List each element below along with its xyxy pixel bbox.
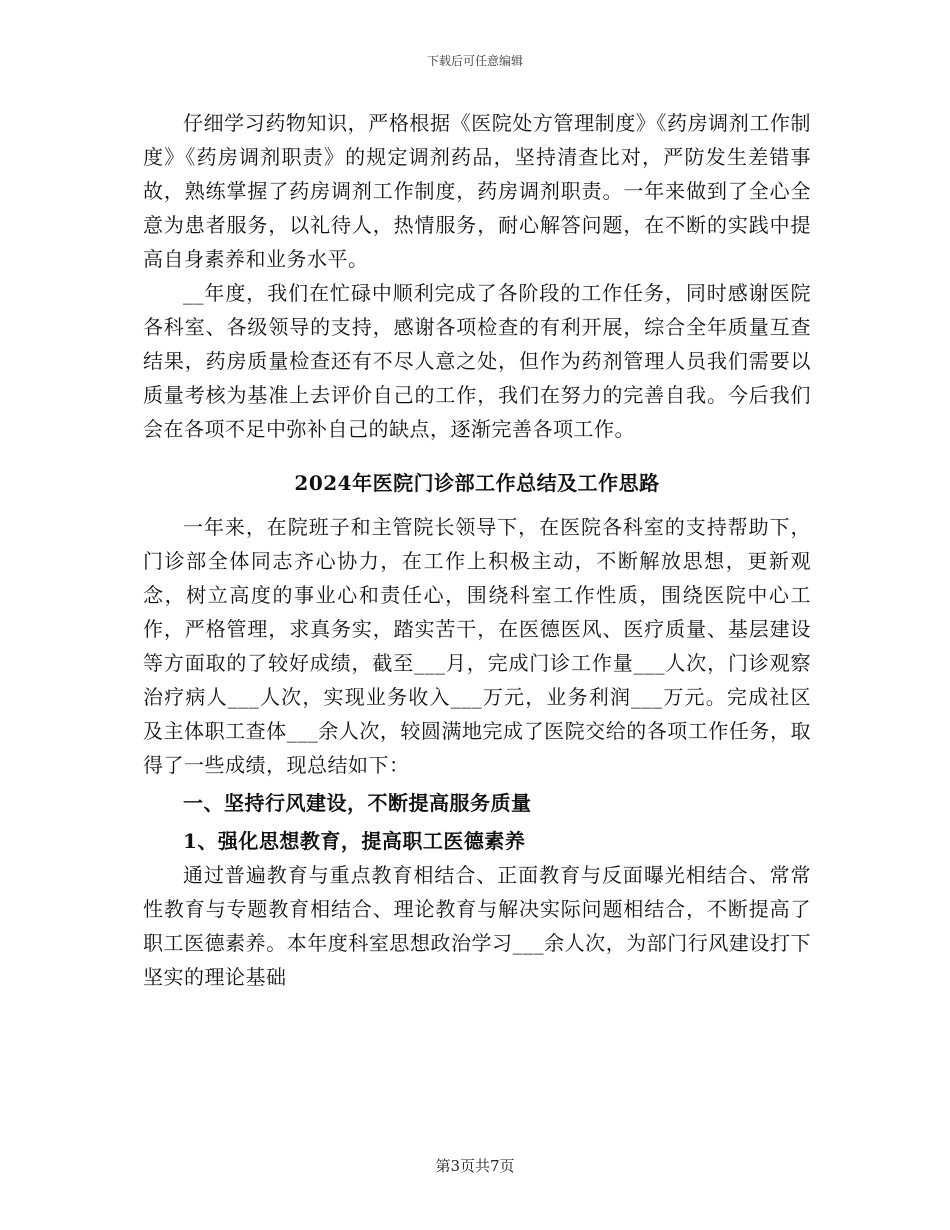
section-heading-2: 1、强化思想教育，提高职工医德素养 [183,829,526,853]
paragraph-3: 一年来，在院班子和主管院长领导下，在医院各科室的支持帮助下，门诊部全体同志齐心协力，在工作上积极主动，不断解放思想，更新观念，树立高度的事业心和责任心，围绕科室工作性质，围绕医院中心工作，严格管理，求真务实，踏实苦干，在医德医风、医疗质量、基层建设等方面取的了较好成绩，截至___月，完成门诊工作量___人次，门诊观察治疗病人___人次，实现业务收入___万元，业务利润___万元。完成社区及主体职工查体___余人次，较圆满地完成了医院交给的各项工作任务，取得了一些成绩，现总结如下： [143,515,811,777]
document-title: 2024年医院门诊部工作总结及工作思路 [294,471,660,495]
document-body [143,106,811,994]
section-heading-1: 一、坚持行风建设，不断提高服务质量 [183,791,532,815]
paragraph-4: 通过普遍教育与重点教育相结合、正面教育与反面曝光相结合、常常性教育与专题教育相结合、理论教育与解决实际问题相结合，不断提高了职工医德素养。本年度科室思想政治学习___余人次，为部门行风建设打下坚实的理论基础 [143,863,811,989]
page-indicator: 第3页共7页 [435,1157,515,1175]
paragraph-1: 仔细学习药物知识，严格根据《医院处方管理制度》《药房调剂工作制度》《药房调剂职责》的规定调剂药品，坚持清查比对，严防发生差错事故，熟练掌握了药房调剂工作制度，药房调剂职责。一年来做到了全心全意为患者服务，以礼待人，热情服务，耐心解答问题，在不断的实践中提高自身素养和业务水平。 [143,111,811,271]
paragraph-2: __年度，我们在忙碌中顺利完成了各阶段的工作任务，同时感谢医院各科室、各级领导的支持，感谢各项检查的有利开展，综合全年质量互查结果，药房质量检查还有不尽人意之处，但作为药剂管理人员我们需要以质量考核为基准上去评价自己的工作，我们在努力的完善自我。今后我们会在各项不足中弥补自己的缺点，逐渐完善各项工作。 [143,281,811,441]
header-note: 下载后可任意编辑 [426,54,523,68]
